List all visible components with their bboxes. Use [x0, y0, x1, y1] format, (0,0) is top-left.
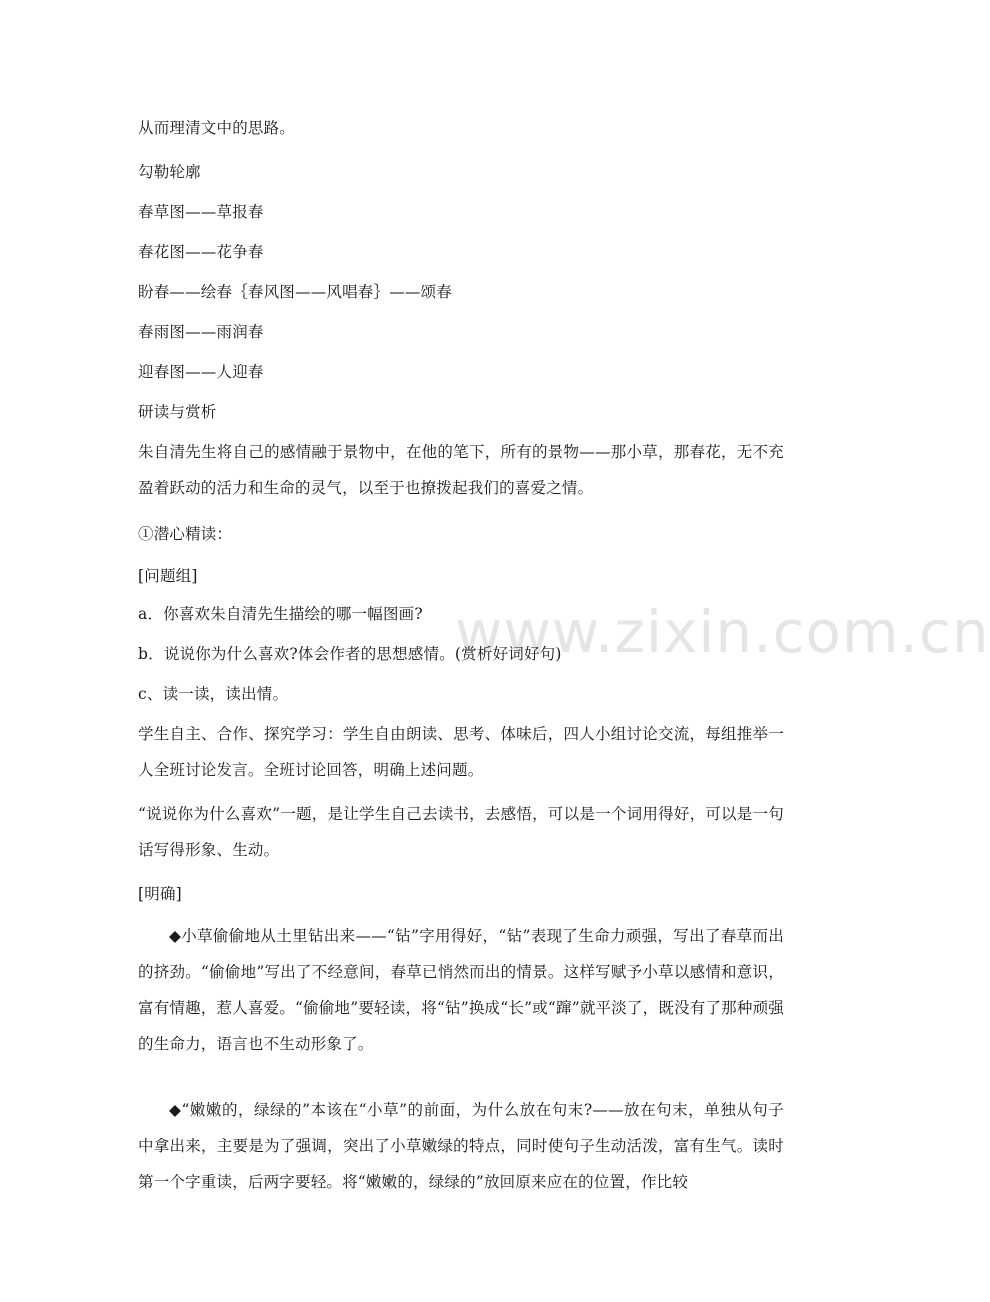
text-line: [明确] [138, 885, 182, 903]
text-line: 从而理清文中的思路。 [138, 119, 296, 137]
paragraph: ◆“嫩嫩的，绿绿的”本该在“小草”的前面，为什么放在句末?——放在句末，单独从句子中拿出来，主要是为了强调，突出了小草嫩绿的特点，同时使句子生动活泼，富有生气。读时第一个字重读，后两字要轻。将“嫩嫩的，绿绿的”放回原来应在的位置，作比较 [138, 1101, 784, 1191]
text-line: ①潜心精读： [138, 525, 233, 543]
outline-item: 盼春——绘春｛春风图——风唱春｝——颂春 [138, 283, 453, 301]
text-line: [问题组] [138, 567, 198, 585]
paragraph: 朱自清先生将自己的感情融于景物中，在他的笔下，所有的景物——那小草，那春花，无不充盈着跃动的活力和生命的灵气，以至于也撩拨起我们的喜爱之情。 [138, 443, 784, 497]
section-heading: 勾勒轮廓 [138, 163, 201, 181]
paragraph: 学生自主、合作、探究学习：学生自由朗读、思考、体味后，四人小组讨论交流，每组推举一人全班讨论发言。全班讨论回答，明确上述问题。 [138, 725, 784, 779]
outline-item: 春草图——草报春 [138, 203, 264, 221]
outline-item: 春花图——花争春 [138, 243, 264, 261]
watermark: www.zixin.com.cn [455, 598, 990, 666]
question-item: c、读一读，读出情。 [138, 685, 289, 703]
question-item: a．你喜欢朱自清先生描绘的哪一幅图画? [138, 605, 423, 623]
paragraph: “说说你为什么喜欢”一题，是让学生自己去读书，去感悟，可以是一个词用得好，可以是一句话写得形象、生动。 [138, 805, 784, 859]
outline-item: 迎春图——人迎春 [138, 363, 264, 381]
outline-item: 春雨图——雨润春 [138, 323, 264, 341]
section-heading: 研读与赏析 [138, 403, 217, 421]
paragraph: ◆小草偷偷地从土里钻出来——“钻”字用得好，“钻”表现了生命力顽强，写出了春草而出的挤劲。“偷偷地”写出了不经意间，春草已悄然而出的情景。这样写赋予小草以感情和意识，富有情趣，惹人喜爱。“偷偷地”要轻读，将“钻”换成“长”或“蹿”就平淡了，既没有了那种顽强的生命力，语言也不生动形象了。 [138, 927, 784, 1053]
question-item: b．说说你为什么喜欢?体会作者的思想感情。(赏析好词好句) [138, 645, 562, 663]
